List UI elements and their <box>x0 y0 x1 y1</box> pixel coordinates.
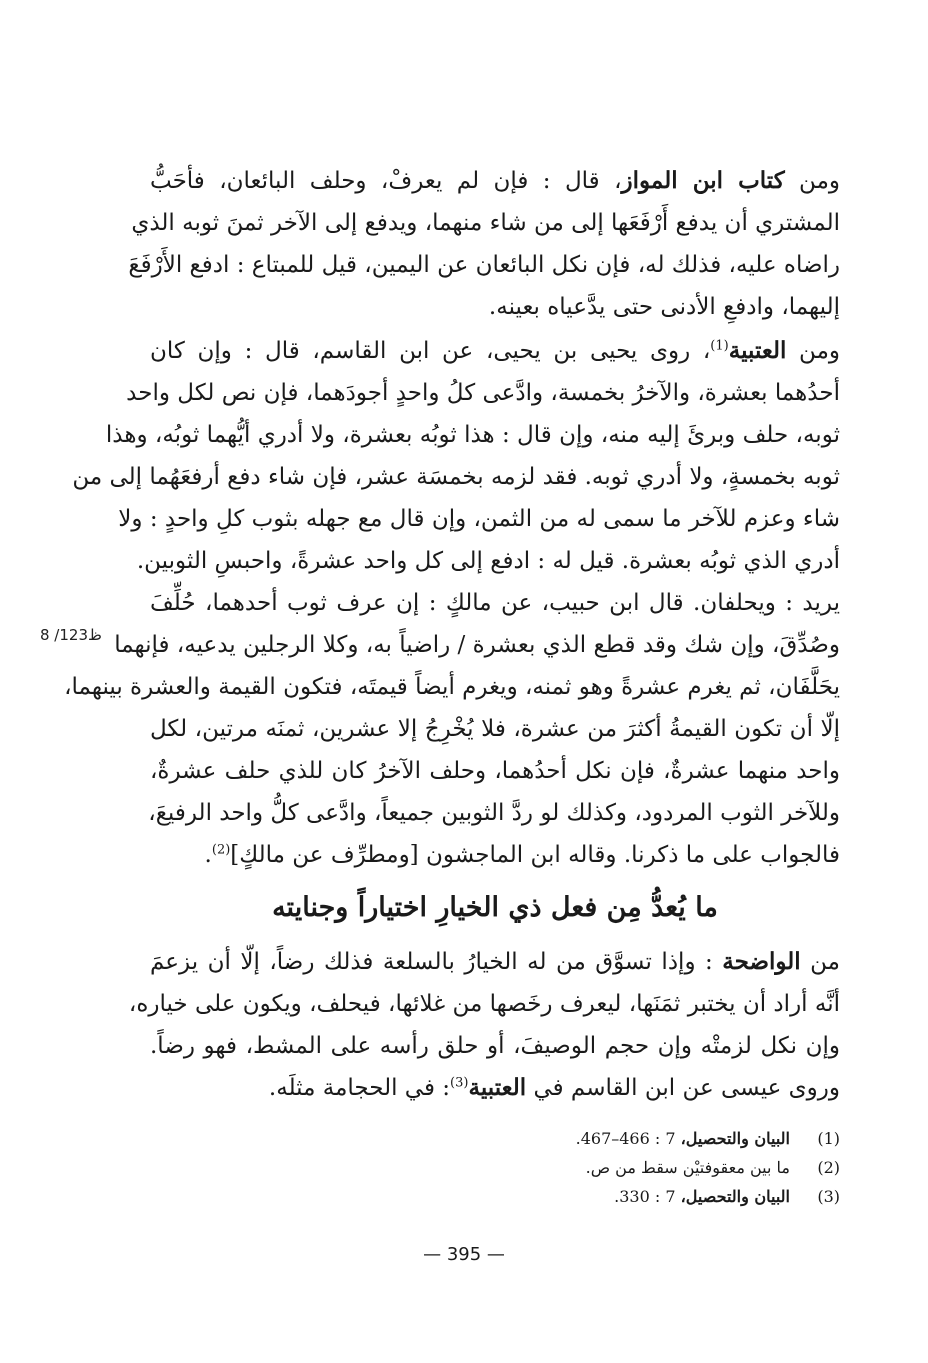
text-line: وللآخر الثوب المردود، وكذلك لو ردَّ الثوبين جميعاً، وادَّعى كلُّ واحد الرفيعَ، <box>148 800 840 826</box>
paragraph-kitab-ibn-al-mawaz <box>128 160 840 328</box>
text-line: المشتري أن يدفع أَرْفَعَها إلى من شاء منهما، ويدفع إلى الآخر ثمنَ ثوبه الذي <box>131 210 840 236</box>
text-line: أحدُهما بعشرة، والآخرُ بخمسة، وادَّعى كلُ واحدٍ أجودَهما، فإن نص لكل واحد <box>126 380 840 406</box>
margin-folio-note: 8 /123ظ <box>40 626 102 644</box>
text-line: وصُدِّقَ، وإن شك وقد قطع الذي بعشرة / راضياً به، وكلا الرجلين يدعيه، فإنهما <box>114 632 840 658</box>
footnote-number: (2) <box>817 1158 840 1177</box>
text-line: ومن كتاب ابن المواز، قال : فإن لم يعرفْ، وحلف البائعان، فأحَبُّ <box>150 167 840 194</box>
footnote-reference: ما بين معقوفتيْن سقط من ص. <box>585 1158 790 1177</box>
text-line: شاء وعزم للآخر ما سمى له من الثمن، وإن قال مع جهله بثوب كلِ واحدٍ : ولا <box>118 506 840 532</box>
text-line: وروى عيسى عن ابن القاسم في العتبية$^{(3)}$: في الحجامة مثلَه. <box>268 1074 840 1101</box>
footnotes <box>420 1124 840 1211</box>
text-line: إلّا أن تكون القيمةُ أكثرَ من عشرة، فلا يُخْرِجُ إلا عشرين، ثمنَه مرتين، لكل <box>150 716 840 742</box>
footnote-1 <box>420 1124 840 1153</box>
text-line: فالجواب على ما ذكرنا. وقاله ابن الماجشون [ومطرِّف عن مالكٍ]$^{(2)}$. <box>204 842 840 868</box>
footnote-title: البيان والتحصيل، <box>680 1129 790 1148</box>
paragraph-al-wadiha <box>128 941 841 1109</box>
footnote-number: (3) <box>817 1187 840 1206</box>
section-heading: ما يُعدُّ مِن فعل ذي الخيارِ اختياراً وجنايته <box>272 892 718 923</box>
text-line: يريد : ويحلفان. قال ابن حبيب، عن مالكٍ : إن عرف ثوب أحدهما، حُلِّفَ <box>150 590 840 616</box>
text-line: من الواضحة : وإذا تسوَّق من له الخيارُ بالسلعة فذلك رضاً، إلّا أن يزعمَ <box>150 948 841 975</box>
footnote-reference: 7 : 330. <box>614 1187 676 1206</box>
text-line: أنَّه أراد أن يختبر ثمَنَها، ليعرف رخَصها من غلائها، فيحلف، ويكون على خياره، <box>128 991 840 1017</box>
footnote-title: البيان والتحصيل، <box>680 1187 790 1206</box>
footnote-2 <box>420 1153 840 1182</box>
text-line: يحَلَّفَان، ثم يغرم عشرةً وهو ثمنه، ويغرم أيضاً قيمتَه، فتكون القيمة والعشرة بينهما، <box>64 674 840 700</box>
text-line: أدري الذي ثوبُه بعشرة. قيل له : ادفع إلى كل واحد عشرةً، واحبسِ الثوبين. <box>136 548 840 574</box>
text-line: ثوبه، حلف وبرئَ إليه منه، وإن قال : هذا ثوبُه بعشرة، ولا أدري أيُّهما ثوبُه، وهذا <box>105 422 840 448</box>
footnote-3 <box>420 1182 840 1211</box>
text-line: ومن العتبية$^{(1)}$، روى يحيى بن يحيى، عن ابن القاسم، قال : وإن كان <box>150 337 840 364</box>
footnote-number: (1) <box>817 1129 840 1148</box>
text-line: وإن نكل لزمتْه وإن حجم الوصيفَ، أو حلق رأسه على المشط، فهو رضاً. <box>150 1033 840 1059</box>
text-line: إليهما، وادفعِ الأدنى حتى يدَّعياه بعينه. <box>488 294 840 320</box>
text-line: واحد منهما عشرةٌ، فإن نكل أحدُهما، وحلف الآخرُ كان للذي حلف عشرةٌ، <box>150 758 840 784</box>
footnote-reference: 7 : 466–467. <box>575 1129 676 1148</box>
page-number: — 395 — <box>423 1244 505 1265</box>
text-line: راضاه عليه، فذلك له، فإن نكل البائعان عن اليمين، قيل للمبتاع : ادفع الأَرْفَعَ <box>128 252 840 278</box>
text-line: ثوبه بخمسةٍ، ولا أدري ثوبه. فقد لزمه بخمسَة عشر، فإن شاء دفع أرفعَهُما إلى من <box>72 464 840 490</box>
